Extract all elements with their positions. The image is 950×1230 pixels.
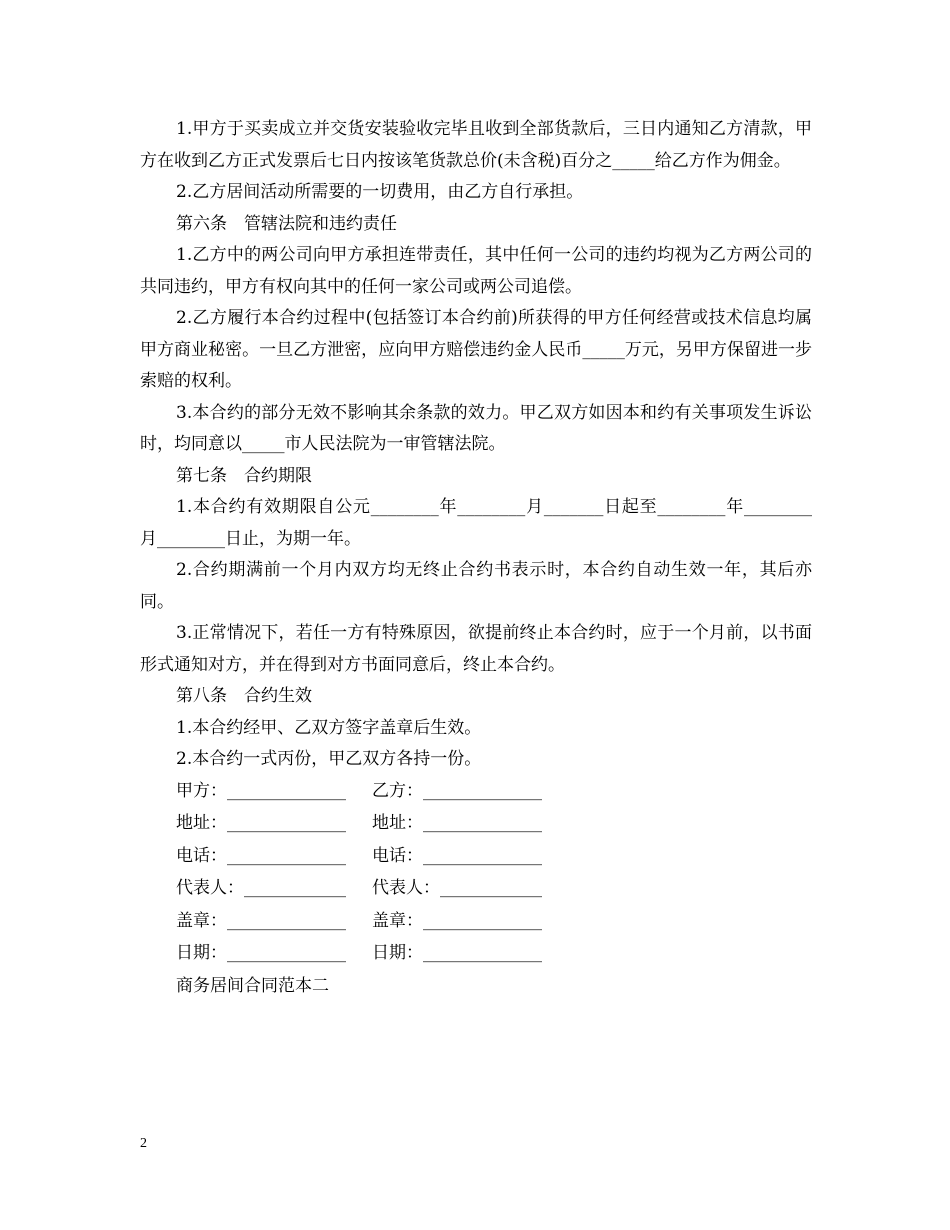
paragraph-term-period: 1.本合约有效期限自公元________年________月_______日起至________年________月________日止，为期一年。	[140, 497, 812, 549]
paragraph-effective: 1.本合约经甲、乙双方签字盖章后生效。	[176, 717, 482, 738]
party-a-phone-field: 电话：______________	[176, 845, 346, 866]
party-b-seal-field: 盖章：______________	[372, 910, 542, 931]
party-a-date-field: 日期：______________	[176, 943, 346, 964]
paragraph-auto-renewal: 2.合约期满前一个月内双方均无终止合约书表示时，本合约自动生效一年，其后亦同。	[140, 560, 812, 612]
article-6-heading: 第六条 管辖法院和违约责任	[176, 213, 397, 234]
document-body	[140, 114, 812, 1003]
paragraph-jurisdiction: 3.本合约的部分无效不影响其余条款的效力。甲乙双方如因本和约有关事项发生诉讼时，均同意以_____市人民法院为一审管辖法院。	[140, 402, 812, 454]
party-a-field: 甲方：______________	[176, 780, 346, 801]
paragraph-joint-liability: 1.乙方中的两公司向甲方承担连带责任，其中任何一公司的违约均视为乙方两公司的共同违约，甲方有权向其中的任何一家公司或两公司追偿。	[140, 245, 812, 297]
signature-row-address	[140, 808, 812, 841]
paragraph-copies: 2.本合约一式丙份，甲乙双方各持一份。	[176, 749, 482, 769]
article-7-heading: 第七条 合约期限	[176, 465, 312, 486]
party-b-field: 乙方：______________	[372, 780, 542, 801]
paragraph-commission: 1.甲方于买卖成立并交货安装验收完毕且收到全部货款后，三日内通知乙方清款，甲方在收到乙方正式发票后七日内按该笔货款总价(未含税)百分之_____给乙方作为佣金。	[140, 119, 812, 171]
party-b-address-field: 地址：______________	[372, 813, 542, 834]
party-a-seal-field: 盖章：______________	[176, 910, 346, 931]
party-b-date-field: 日期：______________	[372, 943, 542, 964]
paragraph-trade-secrets: 2.乙方履行本合约过程中(包括签订本合约前)所获得的甲方任何经营或技术信息均属甲方商业秘密。一旦乙方泄密，应向甲方赔偿违约金人民币_____万元，另甲方保留进一步索赔的权利。	[140, 308, 812, 391]
signature-row-date	[140, 938, 812, 971]
signature-row-party	[140, 776, 812, 809]
signature-row-phone	[140, 841, 812, 874]
paragraph-expenses: 2.乙方居间活动所需要的一切费用，由乙方自行承担。	[176, 182, 584, 202]
paragraph-early-termination: 3.正常情况下，若任一方有特殊原因，欲提前终止本合约时，应于一个月前，以书面形式通知对方，并在得到对方书面同意后，终止本合约。	[140, 623, 812, 675]
signature-row-seal	[140, 906, 812, 939]
page-number: 2	[140, 1136, 147, 1151]
party-b-phone-field: 电话：______________	[372, 845, 542, 866]
signature-row-representative	[140, 873, 812, 906]
article-8-heading: 第八条 合约生效	[176, 686, 312, 706]
party-a-address-field: 地址：______________	[176, 813, 346, 834]
party-a-representative-field: 代表人：____________	[176, 878, 346, 899]
party-b-representative-field: 代表人：____________	[372, 878, 542, 899]
template-two-title: 商务居间合同范本二	[176, 976, 329, 997]
